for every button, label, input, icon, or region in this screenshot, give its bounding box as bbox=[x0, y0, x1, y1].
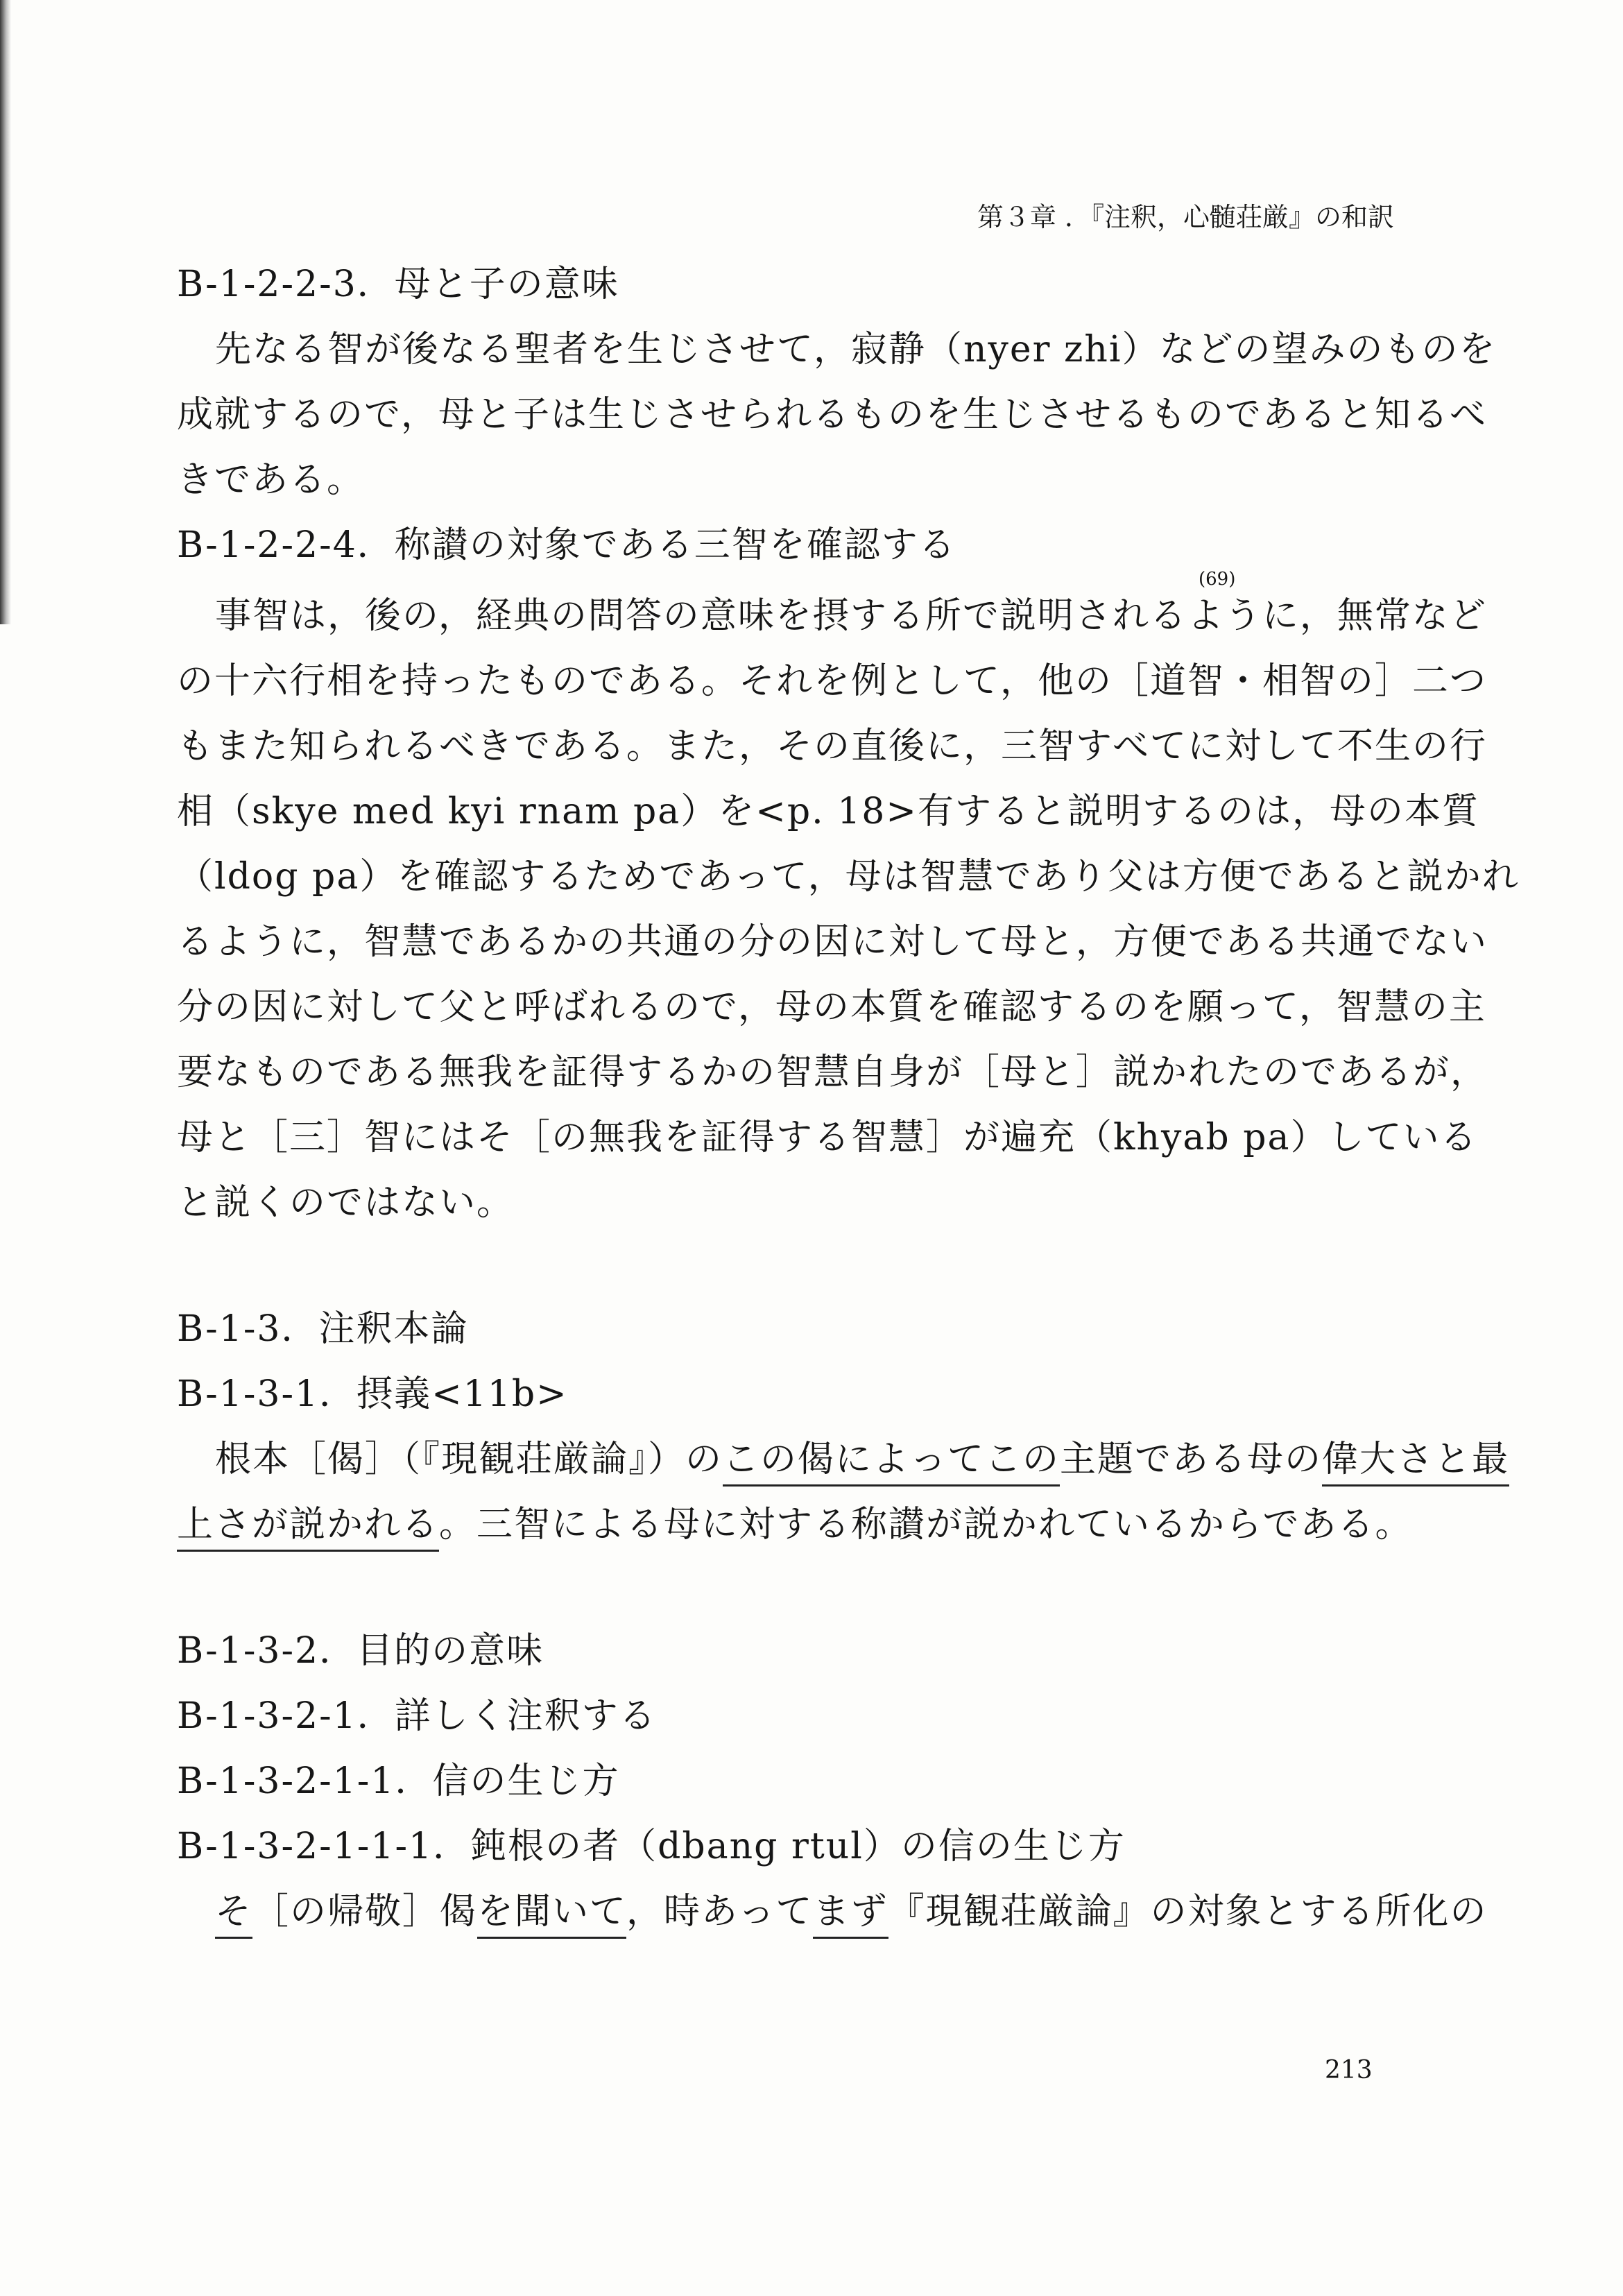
underlined-text: を聞いて bbox=[477, 1891, 626, 1939]
page-number: 213 bbox=[1325, 2056, 1373, 2084]
text-run: 。三智による母に対する称讃が説かれているからである。 bbox=[439, 1504, 1413, 1545]
paragraph-line: 要なものである無我を証得するかの智慧自身が［母と］説かれたのであるが， bbox=[177, 1052, 1488, 1093]
running-header: 第３章 ．『注釈，心髄荘厳』の和訳 bbox=[977, 202, 1394, 232]
paragraph-line: きである。 bbox=[177, 459, 365, 501]
text-run: 『現観荘厳論』の対象とする所化の bbox=[888, 1891, 1488, 1933]
underlined-text: 偉大さと最 bbox=[1322, 1439, 1509, 1487]
underlined-text: この偈によってこの bbox=[723, 1439, 1060, 1487]
paragraph-line: 分の因に対して父と呼ばれるので，母の本質を確認するのを願って，智慧の主 bbox=[177, 986, 1486, 1028]
scan-edge-shadow bbox=[0, 0, 11, 624]
text-run: ［の帰敬］偈 bbox=[252, 1891, 478, 1933]
paragraph-line: 母と［三］智にはそ［の無我を証得する智慧］が遍充（khyab pa）している bbox=[177, 1117, 1478, 1158]
paragraph-line: 事智は，後の，経典の問答の意味を摂する所で説明されるように，無常など bbox=[215, 595, 1487, 637]
paragraph-line: 成就するので，母と子は生じさせられるものを生じさせるものであると知るべ bbox=[177, 394, 1487, 436]
paragraph-line bbox=[177, 1504, 1413, 1545]
section-heading: B-1-3-1．摂義<11b> bbox=[177, 1373, 568, 1415]
underlined-text: そ bbox=[215, 1891, 252, 1939]
section-heading: B-1-3．注釈本論 bbox=[177, 1308, 469, 1350]
text-run: 根本［偈］（『現観荘厳論』）の bbox=[215, 1439, 723, 1480]
section-heading: B-1-3-2-1-1．信の生じ方 bbox=[177, 1760, 620, 1802]
paragraph-line: 先なる智が後なる聖者を生じさせて，寂静（nyer zhi）などの望みのものを bbox=[215, 329, 1497, 370]
underlined-text: 上さが説かれる bbox=[177, 1504, 439, 1552]
section-heading: B-1-3-2-1．詳しく注釈する bbox=[177, 1695, 657, 1737]
paragraph-line bbox=[215, 1891, 1488, 1933]
paragraph-line: 相（skye med kyi rnam pa）を<p. 18>有すると説明するのは，母の本質 bbox=[177, 791, 1479, 832]
underlined-text: まず bbox=[813, 1891, 888, 1939]
footnote-marker: (69) bbox=[1199, 569, 1236, 590]
paragraph-line: と説くのではない。 bbox=[177, 1182, 515, 1224]
text-run: 主題である母の bbox=[1060, 1439, 1323, 1480]
section-heading: B-1-2-2-4．称讃の対象である三智を確認する bbox=[177, 524, 956, 566]
paragraph-line: るように，智慧であるかの共通の分の因に対して母と，方便である共通でない bbox=[177, 921, 1488, 963]
section-heading: B-1-2-2-3．母と子の意味 bbox=[177, 264, 619, 305]
section-heading: B-1-3-2．目的の意味 bbox=[177, 1630, 544, 1672]
section-heading: B-1-3-2-1-1-1．鈍根の者（dbang rtul）の信の生じ方 bbox=[177, 1826, 1126, 1867]
paragraph-line: の十六行相を持ったものである。それを例として，他の［道智・相智の］二つ bbox=[177, 660, 1487, 702]
paragraph-line: （ldog pa）を確認するためであって，母は智慧であり父は方便であると説かれ bbox=[177, 856, 1520, 898]
paragraph-line bbox=[215, 1439, 1510, 1480]
text-run: ，時あって bbox=[626, 1891, 814, 1933]
paragraph-line: もまた知られるべきである。また，その直後に，三智すべてに対して不生の行 bbox=[177, 726, 1487, 767]
